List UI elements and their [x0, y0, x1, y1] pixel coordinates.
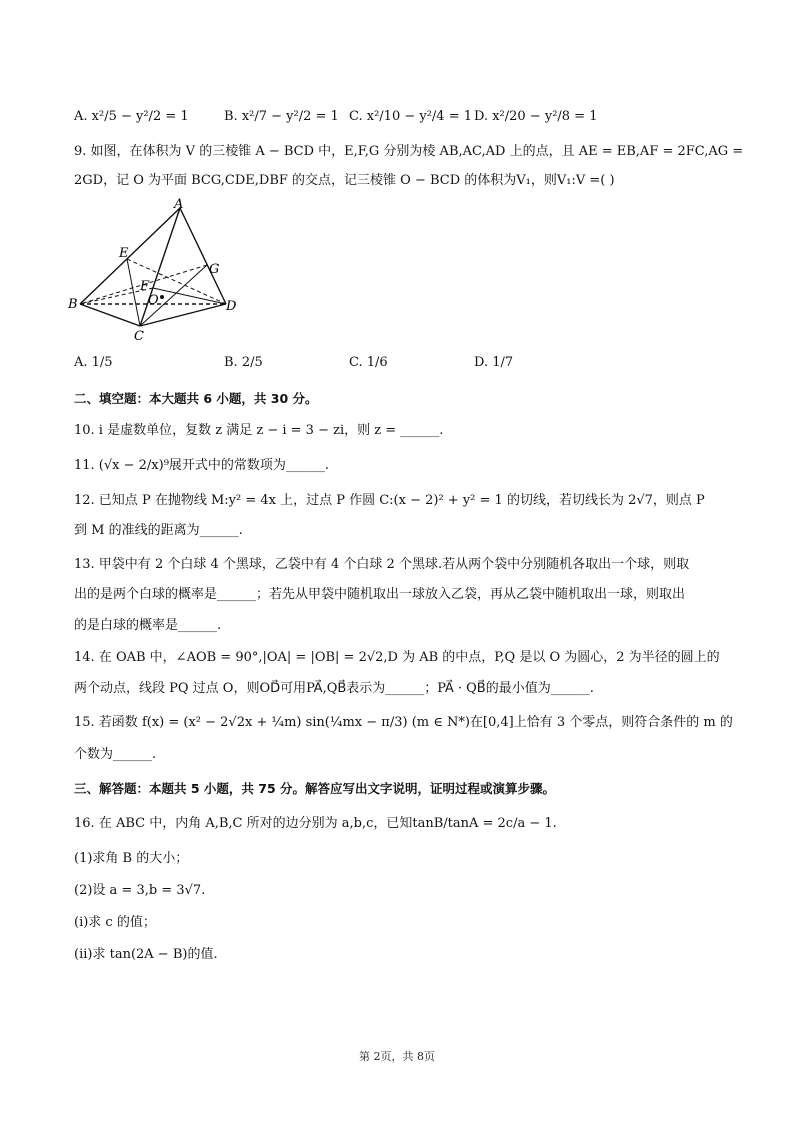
q15-line-2: 个数为______. — [74, 747, 157, 762]
q9-line-2: 2GD，记 O 为平面 BCG,CDE,DBF 的交点，记三棱锥 O − BCD 的体积为V₁，则V₁:V =( ) — [74, 173, 615, 188]
q16-part-2-i: (i)求 c 的值； — [74, 915, 156, 930]
q13-line-3: 的是白球的概率是______. — [74, 618, 222, 633]
q13-line-1: 13. 甲袋中有 2 个白球 4 个黑球，乙袋中有 4 个白球 2 个黑球.若从两个袋中分别随机各取出一个球，则取 — [74, 557, 690, 572]
q12-line-2: 到 M 的准线的距离为______. — [74, 523, 243, 538]
q12-line-1: 12. 已知点 P 在抛物线 M:y² = 4x 上，过点 P 作圆 C:(x − 2)² + y² = 1 的切线，若切线长为 2√7，则点 P — [74, 493, 705, 508]
label-c: C — [134, 329, 144, 344]
section-2-heading: 二、填空题：本大题共 6 小题，共 30 分。 — [74, 391, 318, 406]
q15-line-1: 15. 若函数 f(x) = (x² − 2√2x + ¼m) sin(¼mx − π/3) (m ∈ N*)在[0,4]上恰有 3 个零点，则符合条件的 m 的 — [74, 715, 733, 730]
label-e: E — [119, 246, 129, 261]
page-footer: 第 2页，共 8页 — [359, 1050, 435, 1063]
q8-option-a: A. x²/5 − y²/2 = 1 — [74, 109, 189, 124]
q11: 11. (√x − 2/x)⁹展开式中的常数项为______. — [74, 458, 330, 473]
q16-part-2: (2)设 a = 3,b = 3√7. — [74, 883, 206, 898]
q10: 10. i 是虚数单位，复数 z 满足 z − i = 3 − zi，则 z = ______. — [74, 423, 444, 438]
label-b: B — [68, 297, 78, 312]
q8-option-d: D. x²/20 − y²/8 = 1 — [474, 109, 598, 124]
q9-line-1: 9. 如图，在体积为 V 的三棱锥 A − BCD 中，E,F,G 分别为棱 AB,AC,AD 上的点，且 AE = EB,AF = 2FC,AG = — [74, 144, 744, 159]
q14-line-1: 14. 在 OAB 中，∠AOB = 90°,|OA| = |OB| = 2√2,D 为 AB 的中点，P,Q 是以 O 为圆心，2 为半径的圆上的 — [74, 650, 720, 665]
q9-option-c: C. 1/6 — [349, 355, 388, 370]
label-f: F — [140, 279, 150, 294]
section-3-heading: 三、解答题：本题共 5 小题，共 75 分。解答应写出文字说明，证明过程或演算步骤。 — [74, 781, 556, 796]
q13-line-2: 出的是两个白球的概率是______；若先从甲袋中随机取出一球放入乙袋，再从乙袋中随机取出一球，则取出 — [74, 587, 686, 602]
q8-option-c: C. x²/10 − y²/4 = 1 — [349, 109, 473, 124]
q16-part-1: (1)求角 B 的大小； — [74, 851, 189, 866]
tetrahedron-figure — [66, 196, 246, 346]
q16-part-2-ii: (ii)求 tan(2A − B)的值. — [74, 947, 218, 962]
q9-option-d: D. 1/7 — [474, 355, 514, 370]
q16-line-1: 16. 在 ABC 中，内角 A,B,C 所对的边分别为 a,b,c，已知tanB/tanA = 2c/a − 1. — [74, 816, 557, 831]
q9-option-a: A. 1/5 — [74, 355, 113, 370]
label-a: A — [174, 197, 184, 212]
q9-option-b: B. 2/5 — [224, 355, 263, 370]
label-g: G — [209, 262, 220, 277]
label-o: O — [148, 293, 159, 308]
q8-option-b: B. x²/7 − y²/2 = 1 — [224, 109, 339, 124]
label-d: D — [226, 299, 237, 314]
q14-line-2: 两个动点，线段 PQ 过点 O，则OD⃗可用PA⃗,QB⃗表示为______；PA⃗ · QB⃗的最小值为______. — [74, 681, 594, 696]
